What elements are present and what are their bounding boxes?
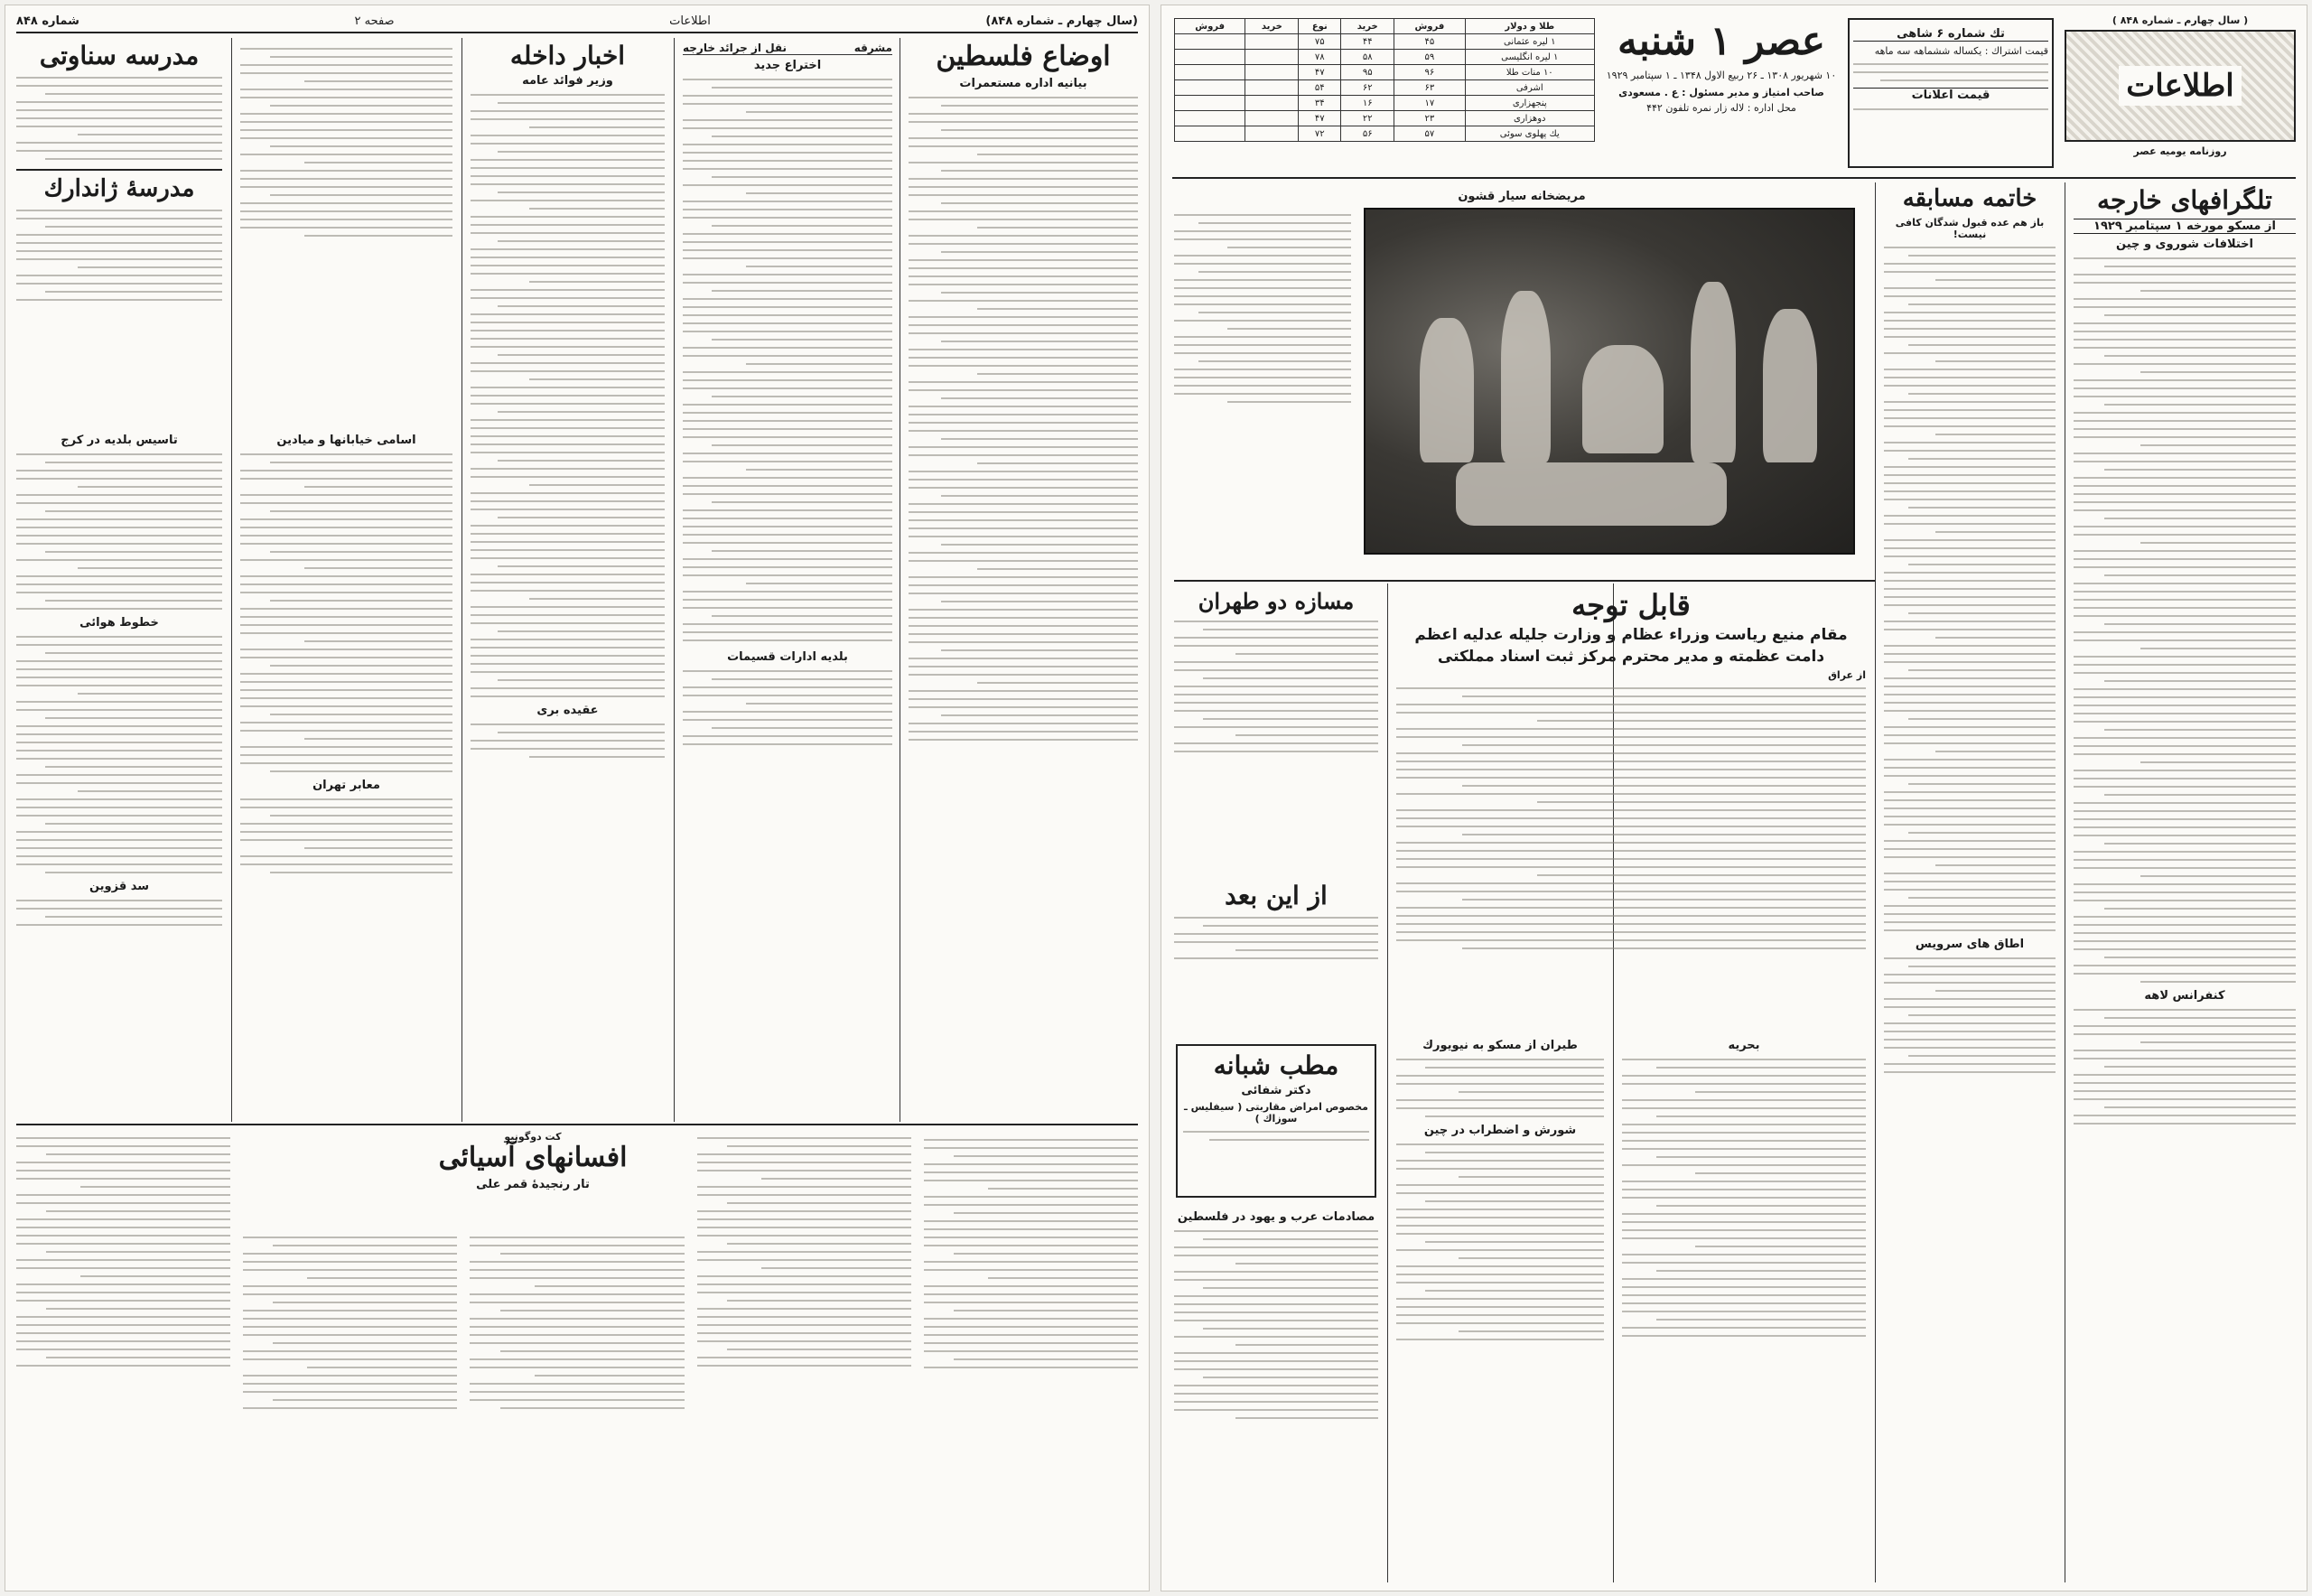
- rates-cell: [1245, 126, 1299, 142]
- serial-story: [16, 1131, 1138, 1582]
- subheading-russo-chinese: اختلافات شوروى و چين: [2116, 238, 2253, 252]
- rates-cell: ۵۶: [1341, 126, 1394, 142]
- rates-cell: [1245, 111, 1299, 126]
- masthead-address: محل اداره : لاله زار نمره تلفون ۴۴۲: [1646, 102, 1796, 114]
- subheading-attention-2: دامت عظمته و مدير محترم مركز ثبت اسناد مملكتى: [1437, 647, 1825, 666]
- rates-cell: [1245, 96, 1299, 111]
- column-rule: [461, 38, 462, 1122]
- article-schools-2: [240, 42, 452, 421]
- rates-cell: ۵۷: [1394, 126, 1465, 142]
- masthead-tagline: روزنامه يوميه عصر: [2133, 145, 2227, 157]
- headline-from-now: از اين بعد: [1225, 882, 1328, 910]
- headline-school-sanaee: مدرسه سناوتى: [39, 42, 200, 70]
- rates-header: طلا و دولار: [1465, 19, 1595, 34]
- rates-cell: ۱۶: [1341, 96, 1394, 111]
- subheading-minister: وزير فوائد عامه: [522, 74, 613, 89]
- subheading-continent: بلديه ادارات قسيمات: [727, 650, 848, 664]
- subscription-prices: قيمت اشتراك : يكساله ششماهه سه ماهه: [1874, 45, 2048, 57]
- masthead-logo: [2065, 30, 2296, 142]
- subheading-attention-1: مقام منيع رياست وزراء عظام و وزارت جليله عدليه اعظم: [1414, 625, 1848, 644]
- rates-header: فروش: [1394, 19, 1465, 34]
- article-arab-jew: [1174, 1207, 1378, 1577]
- photo-mobile-hospital: [1364, 208, 1855, 555]
- subheading-service-rooms: اطاق های سرويس: [1915, 937, 2025, 951]
- masthead-divider: [1172, 177, 2296, 179]
- headline-asian-tales: افسانهای آسيائى: [438, 1142, 628, 1173]
- rates-cell: [1175, 80, 1245, 96]
- ad-doctor-name: دكتر شفائى: [1241, 1084, 1311, 1098]
- section-orient: مشرقه: [853, 42, 892, 54]
- rates-cell: [1175, 96, 1245, 111]
- column-rule: [231, 38, 232, 1122]
- masthead-date: ۱۰ شهريور ۱۳۰۸ ـ ۲۶ ربيع الاول ۱۳۴۸ ـ ۱ سپتامبر ۱۹۲۹: [1606, 70, 1837, 81]
- rates-cell: پنجهزارى: [1465, 96, 1595, 111]
- subheading-sadr: سد قزوين: [89, 880, 150, 893]
- rates-header: نوع: [1299, 19, 1341, 34]
- rates-cell: [1245, 65, 1299, 80]
- rates-cell: ۶۲: [1341, 80, 1394, 96]
- rates-row: [1175, 50, 1595, 65]
- article-contest: [1884, 186, 2056, 1577]
- headline-school-gendarmerie: مدرسهٔ ژاندارك: [43, 175, 195, 203]
- newspaper-page-left: [5, 5, 1149, 1591]
- photo-caption: مريضخانه سيار قشون: [1458, 190, 1586, 203]
- rates-cell: ۱ ليره عثمانى: [1465, 34, 1595, 50]
- rates-cell: ۹۶: [1394, 65, 1465, 80]
- subheading-hague: كنفرانس لاهه: [2144, 989, 2225, 1003]
- subheading-judiciary: عقيده برى: [536, 704, 599, 718]
- rates-header: خريد: [1245, 19, 1299, 34]
- rates-cell: دوهزارى: [1465, 111, 1595, 126]
- headline-palestine: اوضاع فلسطين: [936, 42, 1111, 72]
- page-header-bar: [16, 13, 1138, 33]
- masthead-day: عصر ۱ شنبه: [1617, 18, 1825, 64]
- article-schools: [16, 42, 222, 421]
- subheading-contest: باز هم عده قبول شدگان كافى نيست!: [1895, 216, 2045, 240]
- ads-price: قيمت اعلانات: [1853, 88, 2048, 102]
- serial-label: كت دوگونيو: [504, 1131, 562, 1143]
- dateline-moscow: از مسكو مورخه ۱ سپتامبر ۱۹۲۹: [2074, 219, 2296, 234]
- rates-cell: يك پهلوى سوئى: [1465, 126, 1595, 142]
- masthead-year: ( سال چهارم ـ شماره ۸۴۸ ): [2112, 14, 2249, 26]
- rates-cell: ۷۲: [1299, 126, 1341, 142]
- rates-cell: ۹۵: [1341, 65, 1394, 80]
- article-palestine: [909, 42, 1138, 1116]
- subheading-asian-tales: تار رنجيدهٔ قمر على: [476, 1177, 590, 1191]
- rates-row: [1175, 80, 1595, 96]
- rates-cell: اشرفى: [1465, 80, 1595, 96]
- subheading-streets: اسامى خيابانها و ميادين: [276, 434, 416, 447]
- exchange-rates: [1174, 18, 1595, 168]
- subheading-palestine: بيانيه اداره مستعمرات: [959, 76, 1087, 90]
- column-rule: [1875, 182, 1876, 1582]
- rates-cell: ۵۴: [1299, 80, 1341, 96]
- article-streets: [240, 430, 452, 1116]
- rates-cell: ۷۵: [1299, 34, 1341, 50]
- article-naval: [1622, 1035, 1866, 1577]
- headline-internal: اخبار داخله: [509, 42, 626, 70]
- column-rule: [674, 38, 675, 1122]
- masthead-owner: صاحب امتياز و مدير مسئول : ع . مسعودى: [1618, 87, 1824, 98]
- exchange-rates-table: [1174, 18, 1595, 142]
- section-divider: [16, 1124, 1138, 1125]
- photo-block: [1174, 186, 1869, 574]
- subheading-invention: اختراع جديد: [753, 59, 822, 72]
- subheading-traffic: معابر تهران: [312, 779, 380, 792]
- section-foreign-press: نقل از جرائد خارجه: [683, 42, 788, 54]
- newspaper-page-right: [1161, 5, 2307, 1591]
- subheading-housing: تاسيس بلديه در كرج: [61, 434, 178, 447]
- rates-cell: [1175, 34, 1245, 50]
- subheading-arab-jew: مصادمات عرب و يهود در فلسطين: [1177, 1210, 1375, 1224]
- rates-cell: [1245, 80, 1299, 96]
- rates-cell: ۴۵: [1394, 34, 1465, 50]
- rates-header: فروش: [1175, 19, 1245, 34]
- article-from-now: [1174, 882, 1378, 1035]
- rates-cell: ۱ ليره انگليسى: [1465, 50, 1595, 65]
- rates-cell: ۲۳: [1394, 111, 1465, 126]
- rates-cell: [1245, 50, 1299, 65]
- column-rule: [1387, 583, 1388, 1582]
- rates-cell: ۱۷: [1394, 96, 1465, 111]
- rates-cell: ۴۴: [1341, 34, 1394, 50]
- rates-cell: [1175, 111, 1245, 126]
- rates-row: [1175, 34, 1595, 50]
- headline-foreign-telegrams: تلگرافهای خارجه: [2097, 186, 2272, 215]
- subheading-naval: بحريه: [1728, 1039, 1760, 1052]
- page-number: صفحه ۲: [354, 14, 395, 28]
- issue-number: شماره ۸۴۸: [16, 14, 79, 28]
- article-foreign-press: [683, 42, 892, 1116]
- headline-tehran-road: مسازه دو طهران: [1198, 589, 1355, 614]
- ad-specialty: مخصوص امراض مقاربتى ( سيفليس ـ سوزاك ): [1184, 1101, 1368, 1125]
- ad-night-clinic: [1176, 1044, 1376, 1198]
- article-foreign-telegrams: [2074, 186, 2296, 1577]
- single-copy-price: تك شماره ۶ شاهى: [1853, 27, 2048, 42]
- rates-cell: ۴۷: [1299, 111, 1341, 126]
- rates-row: [1175, 111, 1595, 126]
- subheading-from-iraq: از عراق: [1828, 668, 1866, 681]
- rates-cell: ۴۷: [1299, 65, 1341, 80]
- rates-cell: [1175, 50, 1245, 65]
- masthead-logo-block: [2065, 14, 2296, 186]
- headline-attention: قابل توجه: [1571, 589, 1691, 622]
- headline-night-clinic: مطب شبانه: [1213, 1050, 1339, 1080]
- rates-cell: [1175, 126, 1245, 142]
- article-city-news: [16, 430, 222, 1116]
- subheading-china-unrest: شورش و اضطراب در چين: [1423, 1124, 1577, 1137]
- article-attention: [1396, 589, 1866, 1022]
- article-internal-news: [471, 42, 665, 1116]
- rates-row: [1175, 65, 1595, 80]
- article-tehran-road: [1174, 589, 1378, 869]
- article-palestine-clashes: [1396, 1035, 1604, 1577]
- newspaper-name: اطلاعات: [669, 14, 711, 28]
- masthead-title: اطلاعات: [2119, 66, 2241, 106]
- rates-cell: ۳۴: [1299, 96, 1341, 111]
- rates-cell: [1245, 34, 1299, 50]
- masthead-center: [1604, 18, 1839, 168]
- rates-cell: ۷۸: [1299, 50, 1341, 65]
- rates-row: [1175, 96, 1595, 111]
- rates-header: خريد: [1341, 19, 1394, 34]
- issue-label: (سال چهارم ـ شماره ۸۴۸): [985, 14, 1138, 28]
- rates-cell: ۵۸: [1341, 50, 1394, 65]
- rates-cell: ۵۹: [1394, 50, 1465, 65]
- headline-contest-end: خاتمه مسابقه: [1902, 186, 2037, 212]
- rates-cell: [1175, 65, 1245, 80]
- subheading-aviation: خطوط هوائی: [79, 616, 159, 630]
- price-box: [1848, 18, 2054, 168]
- photo-divider: [1174, 580, 1875, 582]
- rates-cell: ۶۳: [1394, 80, 1465, 96]
- rates-cell: ۱۰ منات طلا: [1465, 65, 1595, 80]
- rates-row: [1175, 126, 1595, 142]
- subheading-moscow-flight: طيران از مسكو به نيويورك: [1422, 1039, 1578, 1052]
- rates-cell: ۲۲: [1341, 111, 1394, 126]
